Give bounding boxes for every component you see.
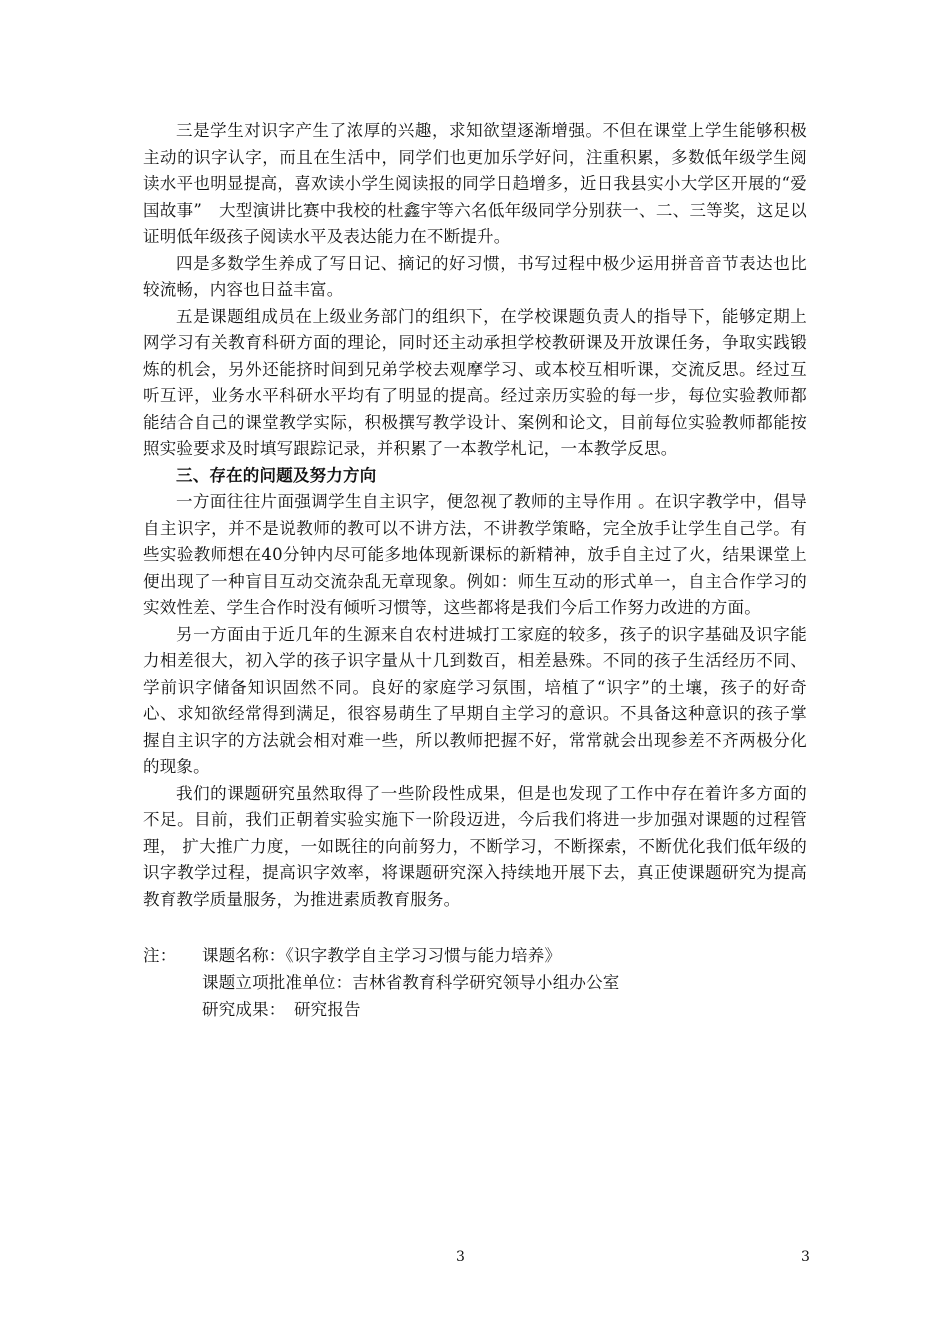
paragraph-teacher-growth: 五是课题组成员在上级业务部门的组织下，在学校课题负责人的指导下，能够定期上网学习有关教育科研方面的理论，同时还主动承担学校教研课及开放课任务，争取实践锻炼的机会，另外还能挤时间到兄弟学校去观摩学习、或本校互相听课，交流反思。经过互听互评，业务水平科研水平均有了明显的提高。经过亲历实验的每一步，每位实验教师都能结合自己的课堂教学实际，积极撰写教学设计、案例和论文，目前每位实验教师都能按照实验要求及时填写跟踪记录，并积累了一本教学札记，一本教学反思。 [143,306,807,458]
note-research-result: 研究成果： 研究报告 [202,1000,361,1020]
note-approval-unit: 课题立项批准单位：吉林省教育科学研究领导小组办公室 [202,973,620,993]
page-number-center: 3 [456,1249,465,1265]
page-number-right: 3 [801,1249,810,1265]
paragraph-interest: 三是学生对识字产生了浓厚的兴趣，求知欲望逐渐增强。不但在课堂上学生能够积极主动的识字认字，而且在生活中，同学们也更加乐学好问，注重积累，多数低年级学生阅读水平也明显提高，喜欢读小学生阅读报的同学日趋增多，近日我县实小大学区开展的“爱国故事” 大型演讲比赛中我校的杜鑫宇等六名低年级同学分别获一、二、三等奖，这足以证明低年级孩子阅读水平及表达能力在不断提升。 [143,121,807,246]
paragraph-diary-habit: 四是多数学生养成了写日记、摘记的好习惯，书写过程中极少运用拼音音节表达也比较流畅，内容也日益丰富。 [143,253,807,299]
paragraph-problem-one: 一方面往往片面强调学生自主识字，便忽视了教师的主导作用 。在识字教学中，倡导自主识字，并不是说教师的教可以不讲方法，不讲教学策略，完全放手让学生自己学。有些实验教师想在40分钟内尽可能多地体现新课标的新精神，放手自主过了火，结果课堂上便出现了一种盲目互动交流杂乱无章现象。例如：师生互动的形式单一，自主合作学习的实效性差、学生合作时没有倾听习惯等，这些都将是我们今后工作努力改进的方面。 [143,492,807,617]
note-row-topic [143,943,807,970]
section-heading: 三、存在的问题及努力方向 [176,465,377,485]
note-topic-name: 课题名称：《识字教学自主学习习惯与能力培养》 [202,946,562,966]
note-row-approver [143,970,807,997]
note-label: 注： [143,946,177,966]
note-row-result [143,997,807,1024]
paragraph-conclusion: 我们的课题研究虽然取得了一些阶段性成果，但是也发现了工作中存在着许多方面的不足。目前，我们正朝着实验实施下一阶段迈进，今后我们将进一步加强对课题的过程管理， 扩大推广力度，一如既往的向前努力，不断学习，不断探索，不断优化我们低年级的识字教学过程，提高识字效率，将课题研究深入持续地开展下去，真正使课题研究为提高教育教学质量服务，为推进素质教育服务。 [143,783,807,909]
note-block [143,943,807,1024]
paragraph-problem-two: 另一方面由于近几年的生源来自农村进城打工家庭的较多，孩子的识字基础及识字能力相差很大，初入学的孩子识字量从十几到数百，相差悬殊。不同的孩子生活经历不同、学前识字储备知识固然不同。良好的家庭学习氛围，培植了“识字”的土壤，孩子的好奇心、求知欲经常得到满足，很容易萌生了早期自主学习的意识。不具备这种意识的孩子掌握自主识字的方法就会相对难一些，所以教师把握不好，常常就会出现参差不齐两极分化的现象。 [143,624,807,776]
document-body [143,118,807,1024]
